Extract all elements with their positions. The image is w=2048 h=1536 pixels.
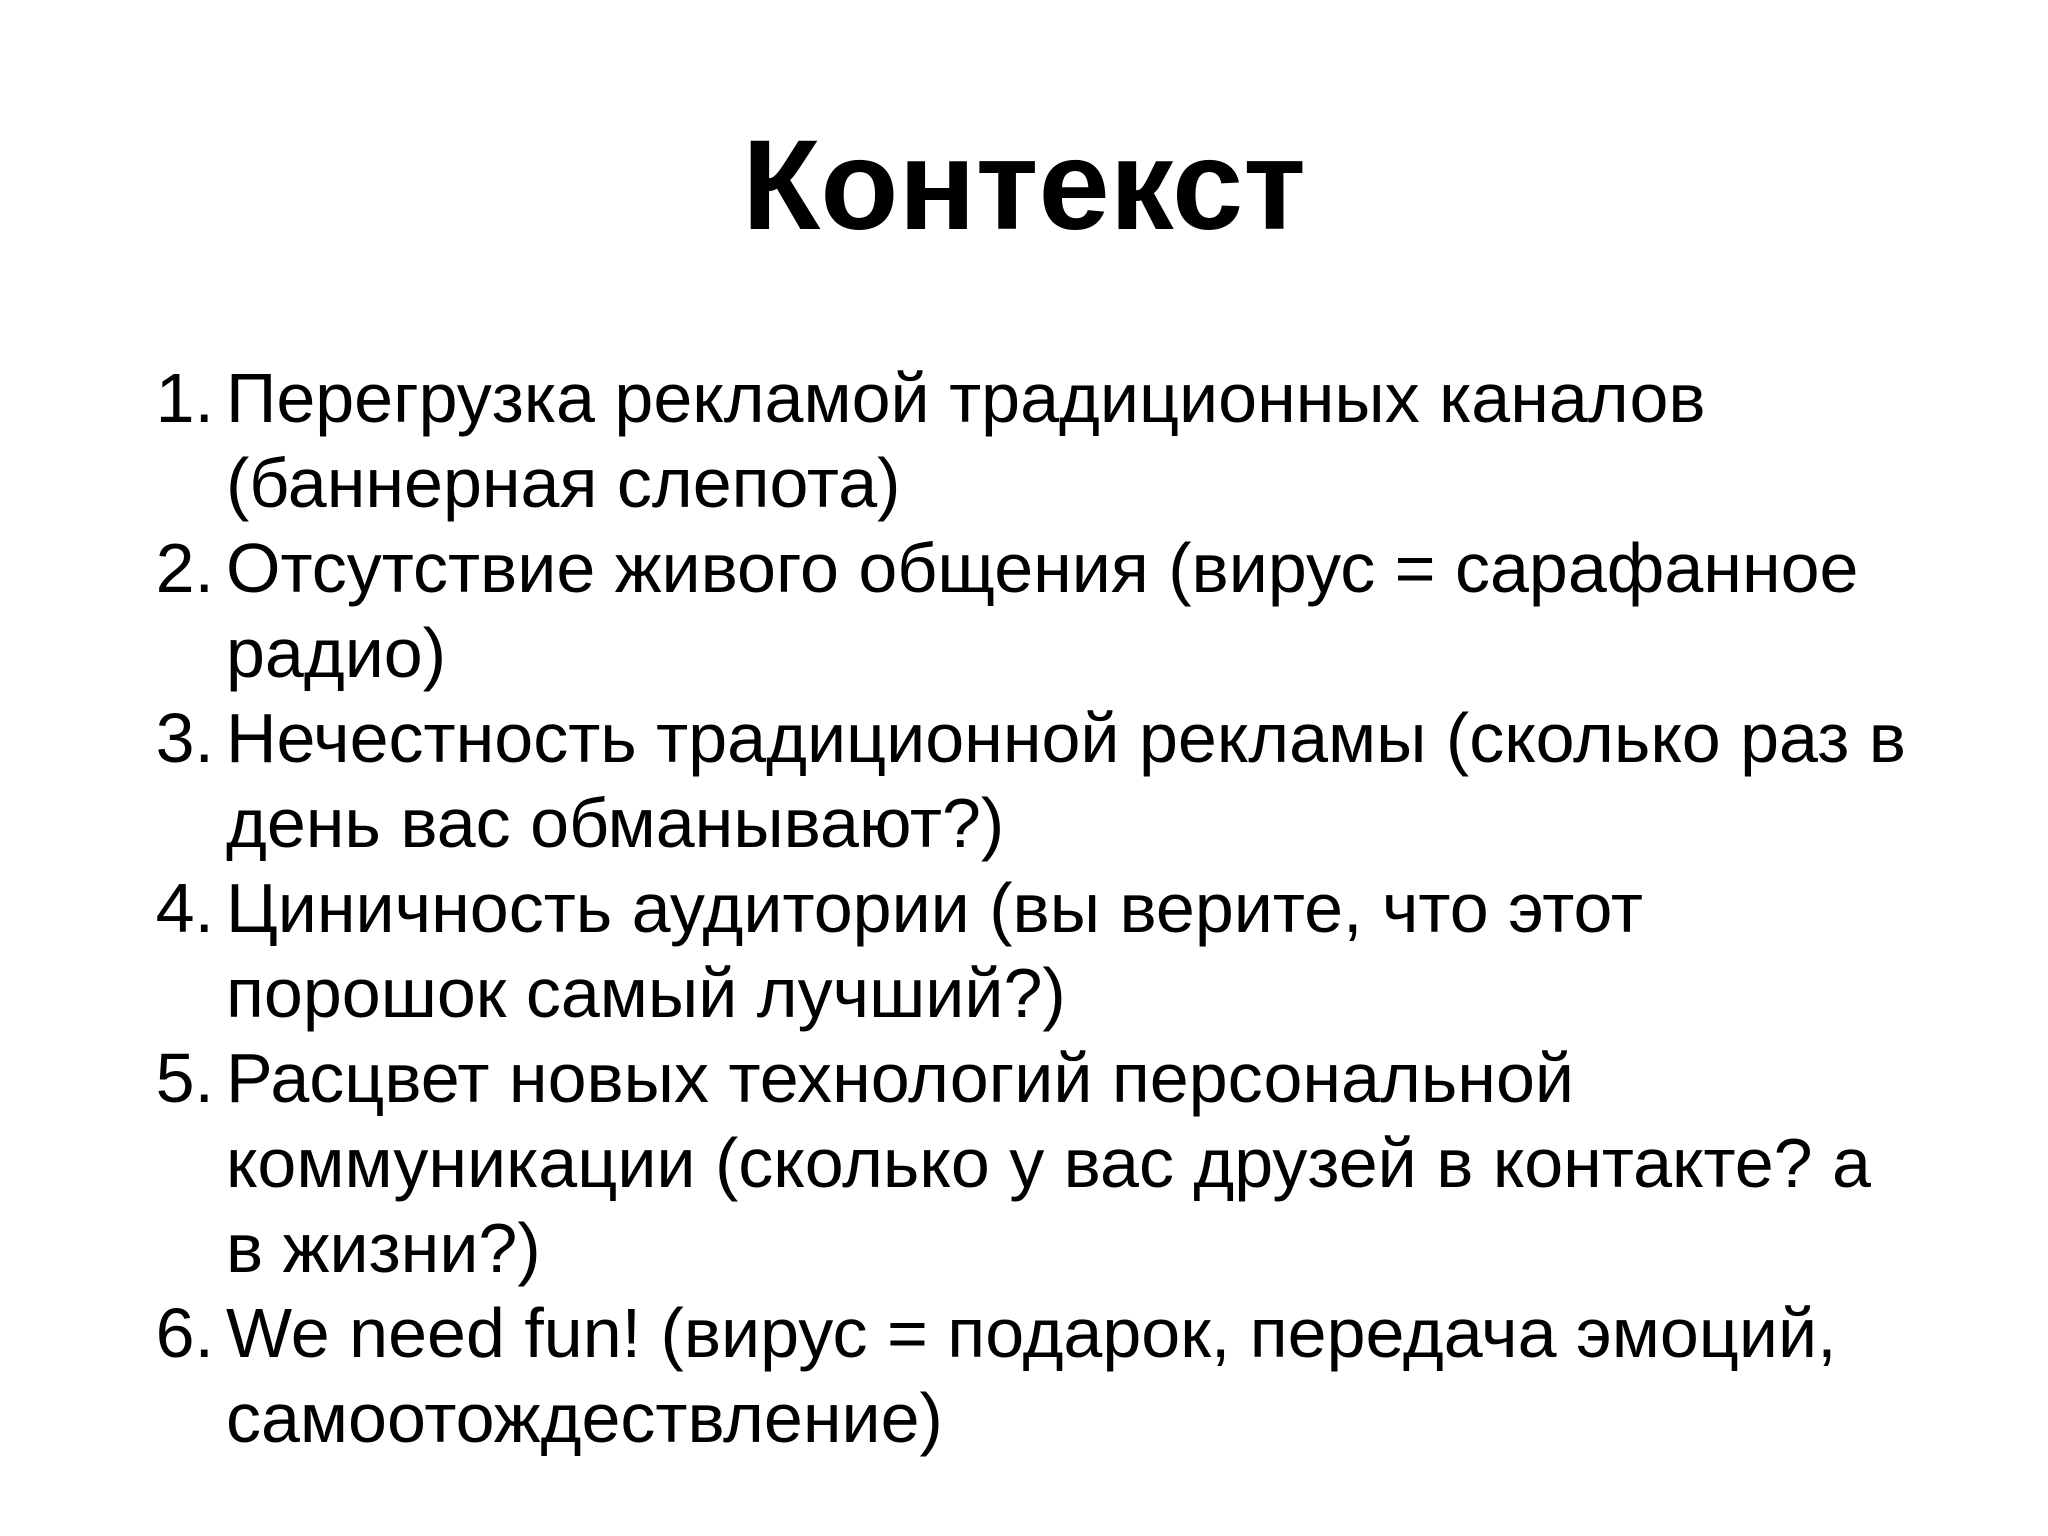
list-item-line: день вас обманывают?) bbox=[226, 784, 1005, 862]
list-item-text bbox=[214, 1291, 1926, 1461]
list-item-text bbox=[214, 696, 1926, 866]
list-item-line: коммуникации (сколько у вас друзей в контакте? а bbox=[226, 1124, 1871, 1202]
context-list bbox=[136, 356, 1956, 1461]
list-item-line: в жизни?) bbox=[226, 1209, 541, 1287]
list-item-number: 1. bbox=[155, 359, 214, 437]
list-item-line: (баннерная слепота) bbox=[226, 444, 901, 522]
list-item-line: We need fun! (вирус = подарок, передача эмоций, bbox=[226, 1294, 1837, 1372]
list-item bbox=[136, 356, 1956, 526]
list-item-text bbox=[214, 526, 1926, 696]
list-item bbox=[136, 696, 1956, 866]
list-item-line: Расцвет новых технологий персональной bbox=[226, 1039, 1574, 1117]
list-item-number: 2. bbox=[155, 529, 214, 607]
list-item-line: порошок самый лучший?) bbox=[226, 954, 1066, 1032]
list-item-line: Перегрузка рекламой традиционных каналов bbox=[226, 359, 1706, 437]
list-item-line: радио) bbox=[226, 614, 447, 692]
list-item-text bbox=[214, 1036, 1926, 1291]
slide-title: Контекст bbox=[742, 114, 1306, 257]
list-item-line: Нечестность традиционной рекламы (сколько раз в bbox=[226, 699, 1906, 777]
list-item-number: 3. bbox=[155, 699, 214, 777]
list-item bbox=[136, 526, 1956, 696]
list-item-text bbox=[214, 356, 1926, 526]
list-item bbox=[136, 1291, 1956, 1461]
list-item-text bbox=[214, 866, 1926, 1036]
list-item bbox=[136, 1036, 1956, 1291]
list-item-number: 5. bbox=[155, 1039, 214, 1117]
list-item-number: 6. bbox=[155, 1294, 214, 1372]
list-item-line: Отсутствие живого общения (вирус = сарафанное bbox=[226, 529, 1859, 607]
list-item-number: 4. bbox=[155, 869, 214, 947]
list-item-line: самоотождествление) bbox=[226, 1379, 943, 1457]
list-item-line: Циничность аудитории (вы верите, что этот bbox=[226, 869, 1643, 947]
list-item bbox=[136, 866, 1956, 1036]
